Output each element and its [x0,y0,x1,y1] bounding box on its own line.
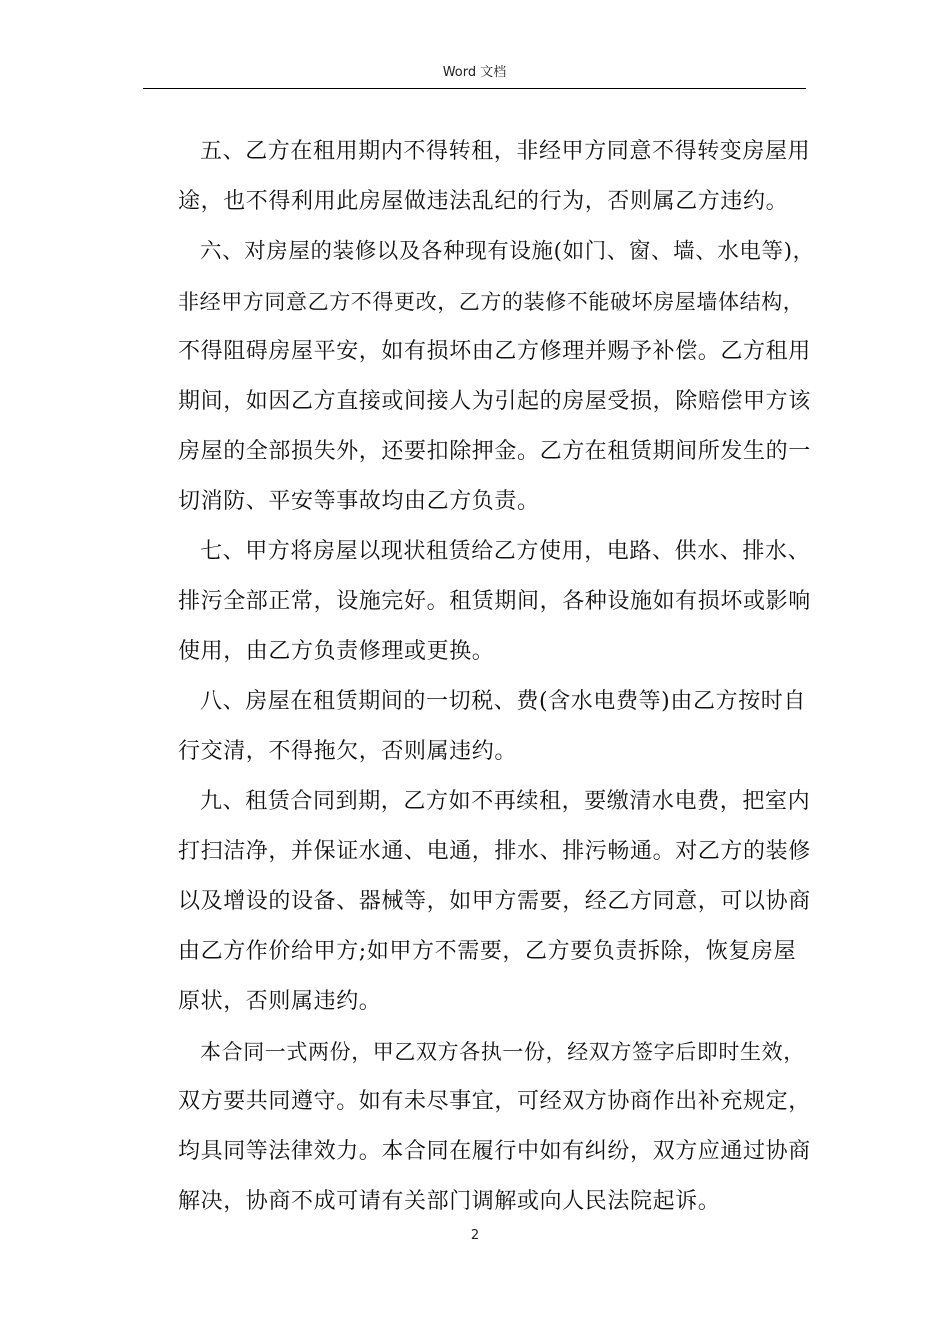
paragraph-line: 均具同等法律效力。本合同在履行中如有纠纷，双方应通过协商 [178,1139,811,1164]
paragraph-line: 排污全部正常，设施完好。租赁期间，各种设施如有损坏或影响 [178,589,811,614]
paragraph-line: 解决，协商不成可请有关部门调解或向人民法院起诉。 [178,1189,721,1214]
paragraph-line: 房屋的全部损失外，还要扣除押金。乙方在租赁期间所发生的一 [178,439,811,464]
paragraph-line: 六、对房屋的装修以及各种现有设施(如门、窗、墙、水电等)， [200,239,815,264]
paragraph-line: 双方要共同遵守。如有未尽事宜，可经双方协商作出补充规定， [178,1089,811,1114]
paragraph-line: 期间，如因乙方直接或间接人为引起的房屋受损，除赔偿甲方该 [178,389,811,414]
paragraph-line: 非经甲方同意乙方不得更改，乙方的装修不能破坏房屋墙体结构， [178,290,805,314]
paragraph-line: 以及增设的设备、器械等，如甲方需要，经乙方同意，可以协商 [178,889,811,914]
paragraph-line: 八、房屋在租赁期间的一切税、费(含水电费等)由乙方按时自 [200,689,806,714]
page-header: Word 文档 [143,62,806,89]
paragraph-line: 七、甲方将房屋以现状租赁给乙方使用，电路、供水、排水、 [200,539,811,564]
document-body [178,127,818,1227]
paragraph-line: 由乙方作价给甲方;如甲方不需要，乙方要负责拆除，恢复房屋 [178,939,797,964]
paragraph-line: 本合同一式两份，甲乙双方各执一份，经双方签字后即时生效， [200,1040,805,1064]
paragraph-line: 九、租赁合同到期，乙方如不再续租，要缴清水电费，把室内 [200,789,811,814]
paragraph-line: 切消防、平安等事故均由乙方负责。 [178,489,540,514]
paragraph-line: 原状，否则属违约。 [178,989,382,1014]
paragraph-line: 不得阻碍房屋平安，如有损坏由乙方修理并赐予补偿。乙方租用 [178,339,811,364]
paragraph-line: 使用，由乙方负责修理或更换。 [178,639,495,664]
page-number: 2 [470,1228,480,1243]
paragraph-line: 五、乙方在租用期内不得转租，非经甲方同意不得转变房屋用 [200,139,811,164]
paragraph-line: 途，也不得利用此房屋做违法乱纪的行为，否则属乙方违约。 [178,189,789,214]
paragraph-line: 打扫洁净，并保证水通、电通，排水、排污畅通。对乙方的装修 [178,839,811,864]
paragraph-line: 行交清，不得拖欠，否则属违约。 [178,739,518,764]
